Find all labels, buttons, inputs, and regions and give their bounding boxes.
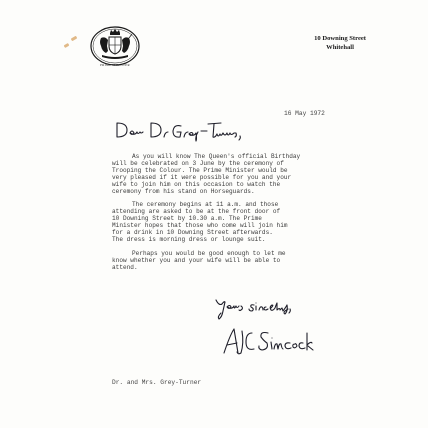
letter-date: 16 May 1972 <box>284 110 325 117</box>
body-paragraph: The ceremony begins at 11 a.m. and those attending are asked to be at the front door of 10 Downing Street by 10.30 a.m. The Prime Minister hopes that those who come will join him for a drink in 10 Downing Street afterwards. The dress is morning dress or lounge suit. <box>112 201 288 243</box>
handwritten-closing-signature <box>214 297 324 377</box>
address-line-street: 10 Downing Street <box>314 35 366 42</box>
body-paragraph: As you will know The Queen's official Birthday will be celebrated on 3 June by the ceremony of Trooping the Colour. The Prime Minister would be very pleased if it were possible for you and your wife to join him on this occasion to watch the ceremony from his stand on Horseguards. <box>112 153 301 195</box>
stamp-mark <box>71 36 78 42</box>
letter-body <box>112 154 358 279</box>
crest-caption: PRIME MINISTER <box>100 63 130 67</box>
letterhead-address <box>314 35 366 52</box>
handwritten-salutation <box>113 117 273 143</box>
recipient-line: Dr. and Mrs. Grey-Turner <box>112 379 202 386</box>
address-line-area: Whitehall <box>326 43 354 51</box>
body-paragraph: Perhaps you would be good enough to let me know whether you and your wife will be able to attend. <box>112 249 286 271</box>
royal-crest-logo <box>89 24 141 72</box>
stamp-mark <box>64 43 70 48</box>
